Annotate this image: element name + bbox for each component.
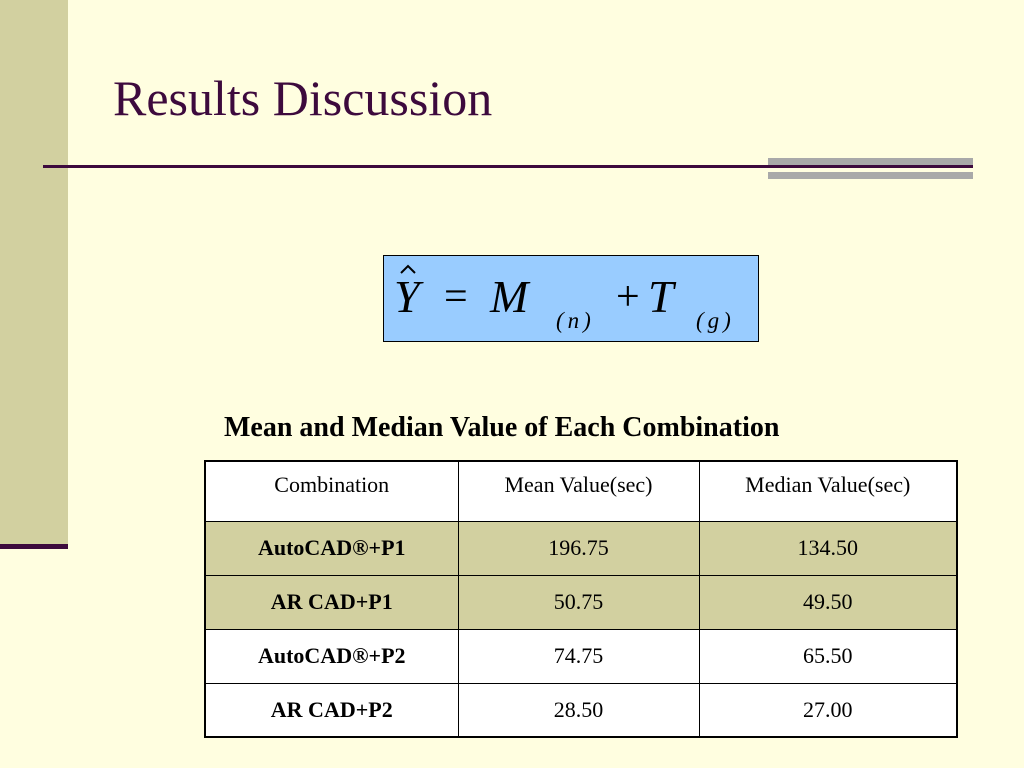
formula-y: Y [394, 271, 420, 322]
table-row [205, 683, 957, 737]
formula-graphic [384, 256, 760, 343]
mean-cell: 74.75 [458, 629, 699, 683]
header-median-value: Median Value(sec) [699, 461, 957, 521]
left-accent-band [0, 0, 68, 544]
combination-cell: AutoCAD®+P1 [205, 521, 458, 575]
formula-box [383, 255, 759, 342]
results-table [204, 460, 958, 738]
formula-equals: = [444, 274, 468, 320]
table-header-row [205, 461, 957, 521]
combination-cell: AutoCAD®+P2 [205, 629, 458, 683]
median-cell: 65.50 [699, 629, 957, 683]
title-accent-bars [768, 158, 973, 180]
formula-t: T [648, 271, 674, 322]
formula-m: M [490, 271, 529, 322]
table-row [205, 575, 957, 629]
combination-cell: AR CAD+P1 [205, 575, 458, 629]
combination-cell: AR CAD+P2 [205, 683, 458, 737]
accent-bar-top [768, 158, 973, 165]
slide-title: Results Discussion [113, 70, 493, 126]
median-cell: 49.50 [699, 575, 957, 629]
table-row [205, 521, 957, 575]
table-caption: Mean and Median Value of Each Combination [224, 412, 780, 443]
left-accent-rule [0, 544, 68, 549]
formula-plus: + [616, 274, 640, 320]
header-combination: Combination [205, 461, 458, 521]
median-cell: 134.50 [699, 521, 957, 575]
mean-cell: 28.50 [458, 683, 699, 737]
formula-t-subscript: (g) [696, 308, 735, 333]
median-cell: 27.00 [699, 683, 957, 737]
formula-m-subscript: (n) [556, 308, 595, 333]
mean-cell: 50.75 [458, 575, 699, 629]
mean-cell: 196.75 [458, 521, 699, 575]
header-mean-value: Mean Value(sec) [458, 461, 699, 521]
accent-bar-bottom [768, 172, 973, 179]
table-row [205, 629, 957, 683]
